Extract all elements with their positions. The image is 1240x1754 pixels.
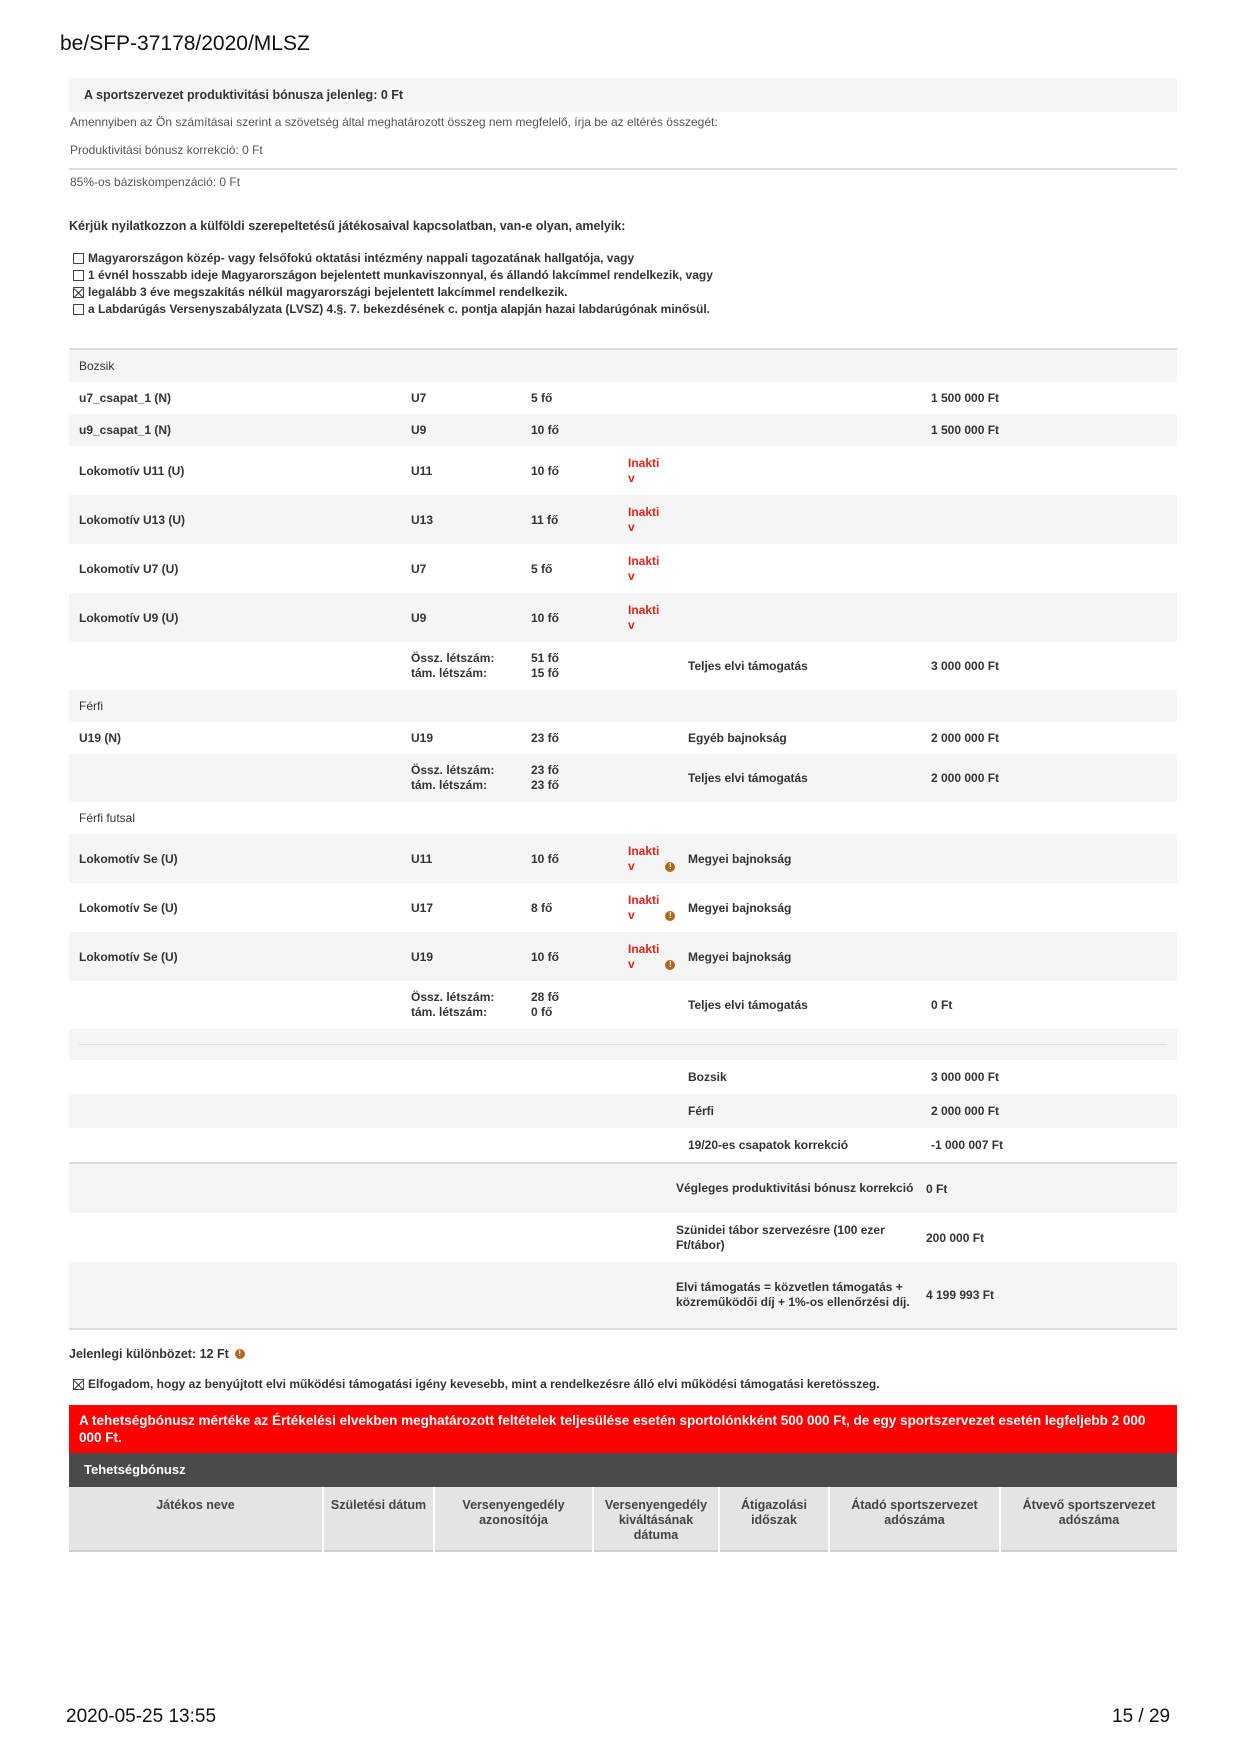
age-group: U11 [411, 463, 433, 478]
summary-amount: 2 000 000 Ft [931, 754, 1177, 802]
summary-amount: 3 000 000 Ft [931, 659, 1000, 673]
team-name: Lokomotív U9 (U) [69, 593, 411, 642]
age-group: U19 [411, 731, 434, 745]
league: Egyéb bajnokság [688, 731, 787, 745]
checkbox-empty-icon[interactable] [73, 304, 84, 315]
check-label: 1 évnél hosszabb ideje Magyarországon bejelentett munkaviszonnyal, és állandó lakcímmel rendelkezik, vagy [88, 268, 713, 282]
subtotal-label: Bozsik [688, 1070, 727, 1084]
summary-labels: Össz. létszám: tám. létszám: [411, 990, 495, 1019]
headcount: 8 fő [531, 900, 553, 915]
column-header: Születési dátum [323, 1487, 434, 1551]
info-circle-icon[interactable]: ! [665, 862, 675, 872]
subtotal-amount: 3 000 000 Ft [931, 1070, 1000, 1084]
summary-labels: Össz. létszám: tám. létszám: [411, 651, 495, 680]
summary-values: 23 fő 23 fő [531, 754, 628, 802]
status [628, 544, 688, 593]
bonus-instruction: Amennyiben az Ön számításai szerint a szövetség által meghatározott összeg nem megfelelő, írja be az eltérés összegét: [70, 115, 718, 129]
category-header-futsal [69, 802, 1177, 834]
status [628, 495, 688, 544]
difference-text: Jelenlegi különbözet: 12 Ft [69, 1347, 229, 1361]
status [628, 883, 688, 932]
table-row [69, 834, 1177, 883]
status [628, 382, 688, 414]
summary-labels: Össz. létszám: tám. létszám: [411, 754, 531, 802]
summary-label: Teljes elvi támogatás [688, 659, 808, 673]
category-title: Bozsik [69, 349, 1177, 382]
status [628, 593, 688, 642]
table-row [69, 593, 1177, 642]
headcount: 10 fő [531, 414, 628, 446]
headcount: 10 fő [531, 593, 628, 642]
table-row [69, 544, 1177, 593]
separator-row [69, 1029, 1177, 1060]
category-title: Férfi [69, 690, 1177, 722]
status-inactive: Inakti v [628, 553, 660, 583]
team-name: u9_csapat_1 (N) [69, 414, 411, 446]
headcount: 11 fő [531, 495, 628, 544]
totals-table [69, 1162, 1177, 1328]
divider [69, 1328, 1177, 1330]
subtotal-label: 19/20-es csapatok korrekció [688, 1138, 849, 1152]
headcount: 10 fő [531, 834, 628, 883]
total-label: Végleges produktivitási bónusz korrekció [676, 1163, 926, 1213]
age-group: U11 [411, 834, 531, 883]
headcount: 5 fő [531, 561, 553, 576]
check-row-residence[interactable] [69, 284, 1177, 301]
checkbox-empty-icon[interactable] [73, 253, 84, 264]
age-group: U7 [411, 391, 427, 405]
total-row [69, 1213, 1177, 1262]
summary-values: 28 fő 0 fő [531, 990, 560, 1019]
subtotal-row [69, 1060, 1177, 1094]
category-header-ferfi [69, 690, 1177, 722]
team-name: Lokomotív Se (U) [69, 834, 411, 883]
team-name: Lokomotív Se (U) [69, 932, 411, 981]
summary-label: Teljes elvi támogatás [688, 754, 931, 802]
column-header: Átigazolási időszak [719, 1487, 829, 1551]
team-name: Lokomotív U13 (U) [69, 495, 411, 544]
total-amount: 4 199 993 Ft [926, 1262, 1177, 1328]
age-group: U9 [411, 593, 531, 642]
team-name: u7_csapat_1 (N) [79, 391, 172, 405]
column-header: Átvevő sportszervezet adószáma [1022, 1498, 1156, 1527]
headcount: 5 fő [531, 391, 553, 405]
team-name: Lokomotív Se (U) [79, 900, 178, 915]
team-name: Lokomotív U7 (U) [79, 561, 179, 576]
column-header: Átadó sportszervezet adószáma [829, 1487, 1000, 1551]
accept-label: Elfogadom, hogy az benyújtott elvi működési támogatási igény kevesebb, mint a rendelkezésre álló elvi működési támogatási keretösszeg. [88, 1377, 880, 1391]
foreign-player-question: Kérjük nyilatkozzon a külföldi szerepeltetésű játékosaival kapcsolatban, van-e olyan, amelyik: [69, 219, 626, 233]
talent-bonus-notice: A tehetségbónusz mértéke az Értékelési elvekben meghatározott feltételek teljesülése esetén sportolónkként 500 000 Ft, de egy sportszervezet esetén legfeljebb 2 000 000 Ft. [69, 1405, 1177, 1453]
column-header: Versenyengedély azonosítója [434, 1487, 593, 1551]
current-difference [69, 1346, 1177, 1362]
total-row [69, 1163, 1177, 1213]
team-name: Lokomotív U11 (U) [79, 463, 185, 478]
subtotal-amount-negative: -1 000 007 Ft [931, 1138, 1004, 1152]
table-row [69, 414, 1177, 446]
check-label: Magyarországon közép- vagy felsőfokú oktatási intézmény nappali tagozatának hallgatója, vagy [88, 251, 635, 265]
age-group: U19 [411, 932, 531, 981]
table-row [69, 495, 1177, 544]
league: Megyei bajnokság [688, 900, 792, 915]
total-label: Elvi támogatás = közvetlen támogatás + közreműködői díj + 1%-os ellenőrzési díj. [676, 1262, 926, 1328]
checkbox-checked-icon[interactable] [73, 1379, 84, 1390]
category-title: Férfi futsal [79, 811, 136, 825]
total-label: Szünidei tábor szervezésre (100 ezer Ft/tábor) [676, 1222, 885, 1252]
summary-row-ferfi [69, 754, 1177, 802]
total-row [69, 1262, 1177, 1328]
status-inactive: Inakti v [628, 843, 660, 873]
age-group: U9 [411, 414, 531, 446]
checkbox-empty-icon[interactable] [73, 270, 84, 281]
main-content [69, 78, 1177, 1552]
bonus-correction-field[interactable]: Produktivitási bónusz korrekció: 0 Ft [70, 143, 263, 157]
base-compensation: 85%-os báziskompenzáció: 0 Ft [70, 175, 241, 189]
document-id: be/SFP-37178/2020/MLSZ [60, 32, 310, 55]
status-inactive: Inakti v [628, 504, 660, 534]
subtotal-row [69, 1094, 1177, 1128]
age-group: U13 [411, 495, 531, 544]
league [688, 414, 931, 446]
summary-row-futsal [69, 981, 1177, 1029]
talent-bonus-title: Tehetségbónusz [69, 1453, 1177, 1487]
table-row [69, 883, 1177, 932]
table-row [69, 382, 1177, 414]
headcount: 10 fő [531, 463, 560, 478]
table-row [69, 722, 1177, 754]
total-amount: 0 Ft [926, 1163, 1177, 1213]
foreign-player-checklist [69, 250, 1177, 318]
subtotal-row [69, 1128, 1177, 1162]
status-inactive: Inakti v [628, 602, 660, 632]
info-circle-icon[interactable]: ! [235, 1349, 245, 1359]
status-inactive: Inakti v [628, 941, 660, 971]
accept-row[interactable] [69, 1376, 1177, 1392]
summary-row-bozsik [69, 642, 1177, 690]
summary-values: 51 fő 15 fő [531, 651, 560, 680]
league [688, 382, 931, 414]
info-circle-icon[interactable]: ! [665, 960, 675, 970]
summary-amount: 0 Ft [931, 998, 953, 1012]
talent-bonus-table [69, 1487, 1177, 1552]
subtotal-amount: 2 000 000 Ft [931, 1094, 1177, 1128]
status [628, 414, 688, 446]
footer-timestamp: 2020-05-25 13:55 [66, 1706, 217, 1727]
amount: 1 500 000 Ft [931, 414, 1177, 446]
info-circle-icon[interactable]: ! [665, 911, 675, 921]
status [628, 446, 688, 495]
subtotal-label: Férfi [688, 1094, 931, 1128]
table-row [69, 446, 1177, 495]
total-amount: 200 000 Ft [926, 1230, 985, 1245]
category-header-bozsik [69, 349, 1177, 382]
status [628, 932, 688, 981]
check-label: a Labdarúgás Versenyszabályzata (LVSZ) 4.§. 7. bekezdésének c. pontja alapján hazai labdarúgónak minősül. [88, 302, 710, 316]
checkbox-checked-icon[interactable] [73, 287, 84, 298]
amount: 2 000 000 Ft [931, 731, 1000, 745]
check-row-lvsz[interactable] [69, 301, 1177, 318]
teams-table [69, 348, 1177, 1162]
check-row-student[interactable] [69, 250, 1177, 267]
headcount: 23 fő [531, 731, 560, 745]
age-group: U7 [411, 561, 427, 576]
league: Megyei bajnokság [688, 834, 931, 883]
status-inactive: Inakti v [628, 892, 660, 922]
team-name: U19 (N) [79, 731, 122, 745]
footer-page-number: 15 / 29 [1112, 1706, 1171, 1727]
age-group: U17 [411, 900, 434, 915]
bonus-heading: A sportszervezet produktivitási bónusza jelenleg: 0 Ft [69, 78, 1177, 112]
table-row [69, 932, 1177, 981]
headcount: 10 fő [531, 932, 628, 981]
check-label: legalább 3 éve megszakítás nélkül magyarországi bejelentett lakcímmel rendelkezik. [88, 285, 568, 299]
summary-label: Teljes elvi támogatás [688, 998, 808, 1012]
check-row-employment[interactable] [69, 267, 1177, 284]
column-header: Versenyengedély kiváltásának dátuma [593, 1487, 719, 1551]
status [628, 834, 688, 883]
status-inactive: Inakti v [628, 455, 660, 485]
talent-header-row [69, 1487, 1177, 1551]
league: Megyei bajnokság [688, 932, 931, 981]
column-header: Játékos neve [69, 1487, 323, 1551]
amount: 1 500 000 Ft [931, 391, 1000, 405]
